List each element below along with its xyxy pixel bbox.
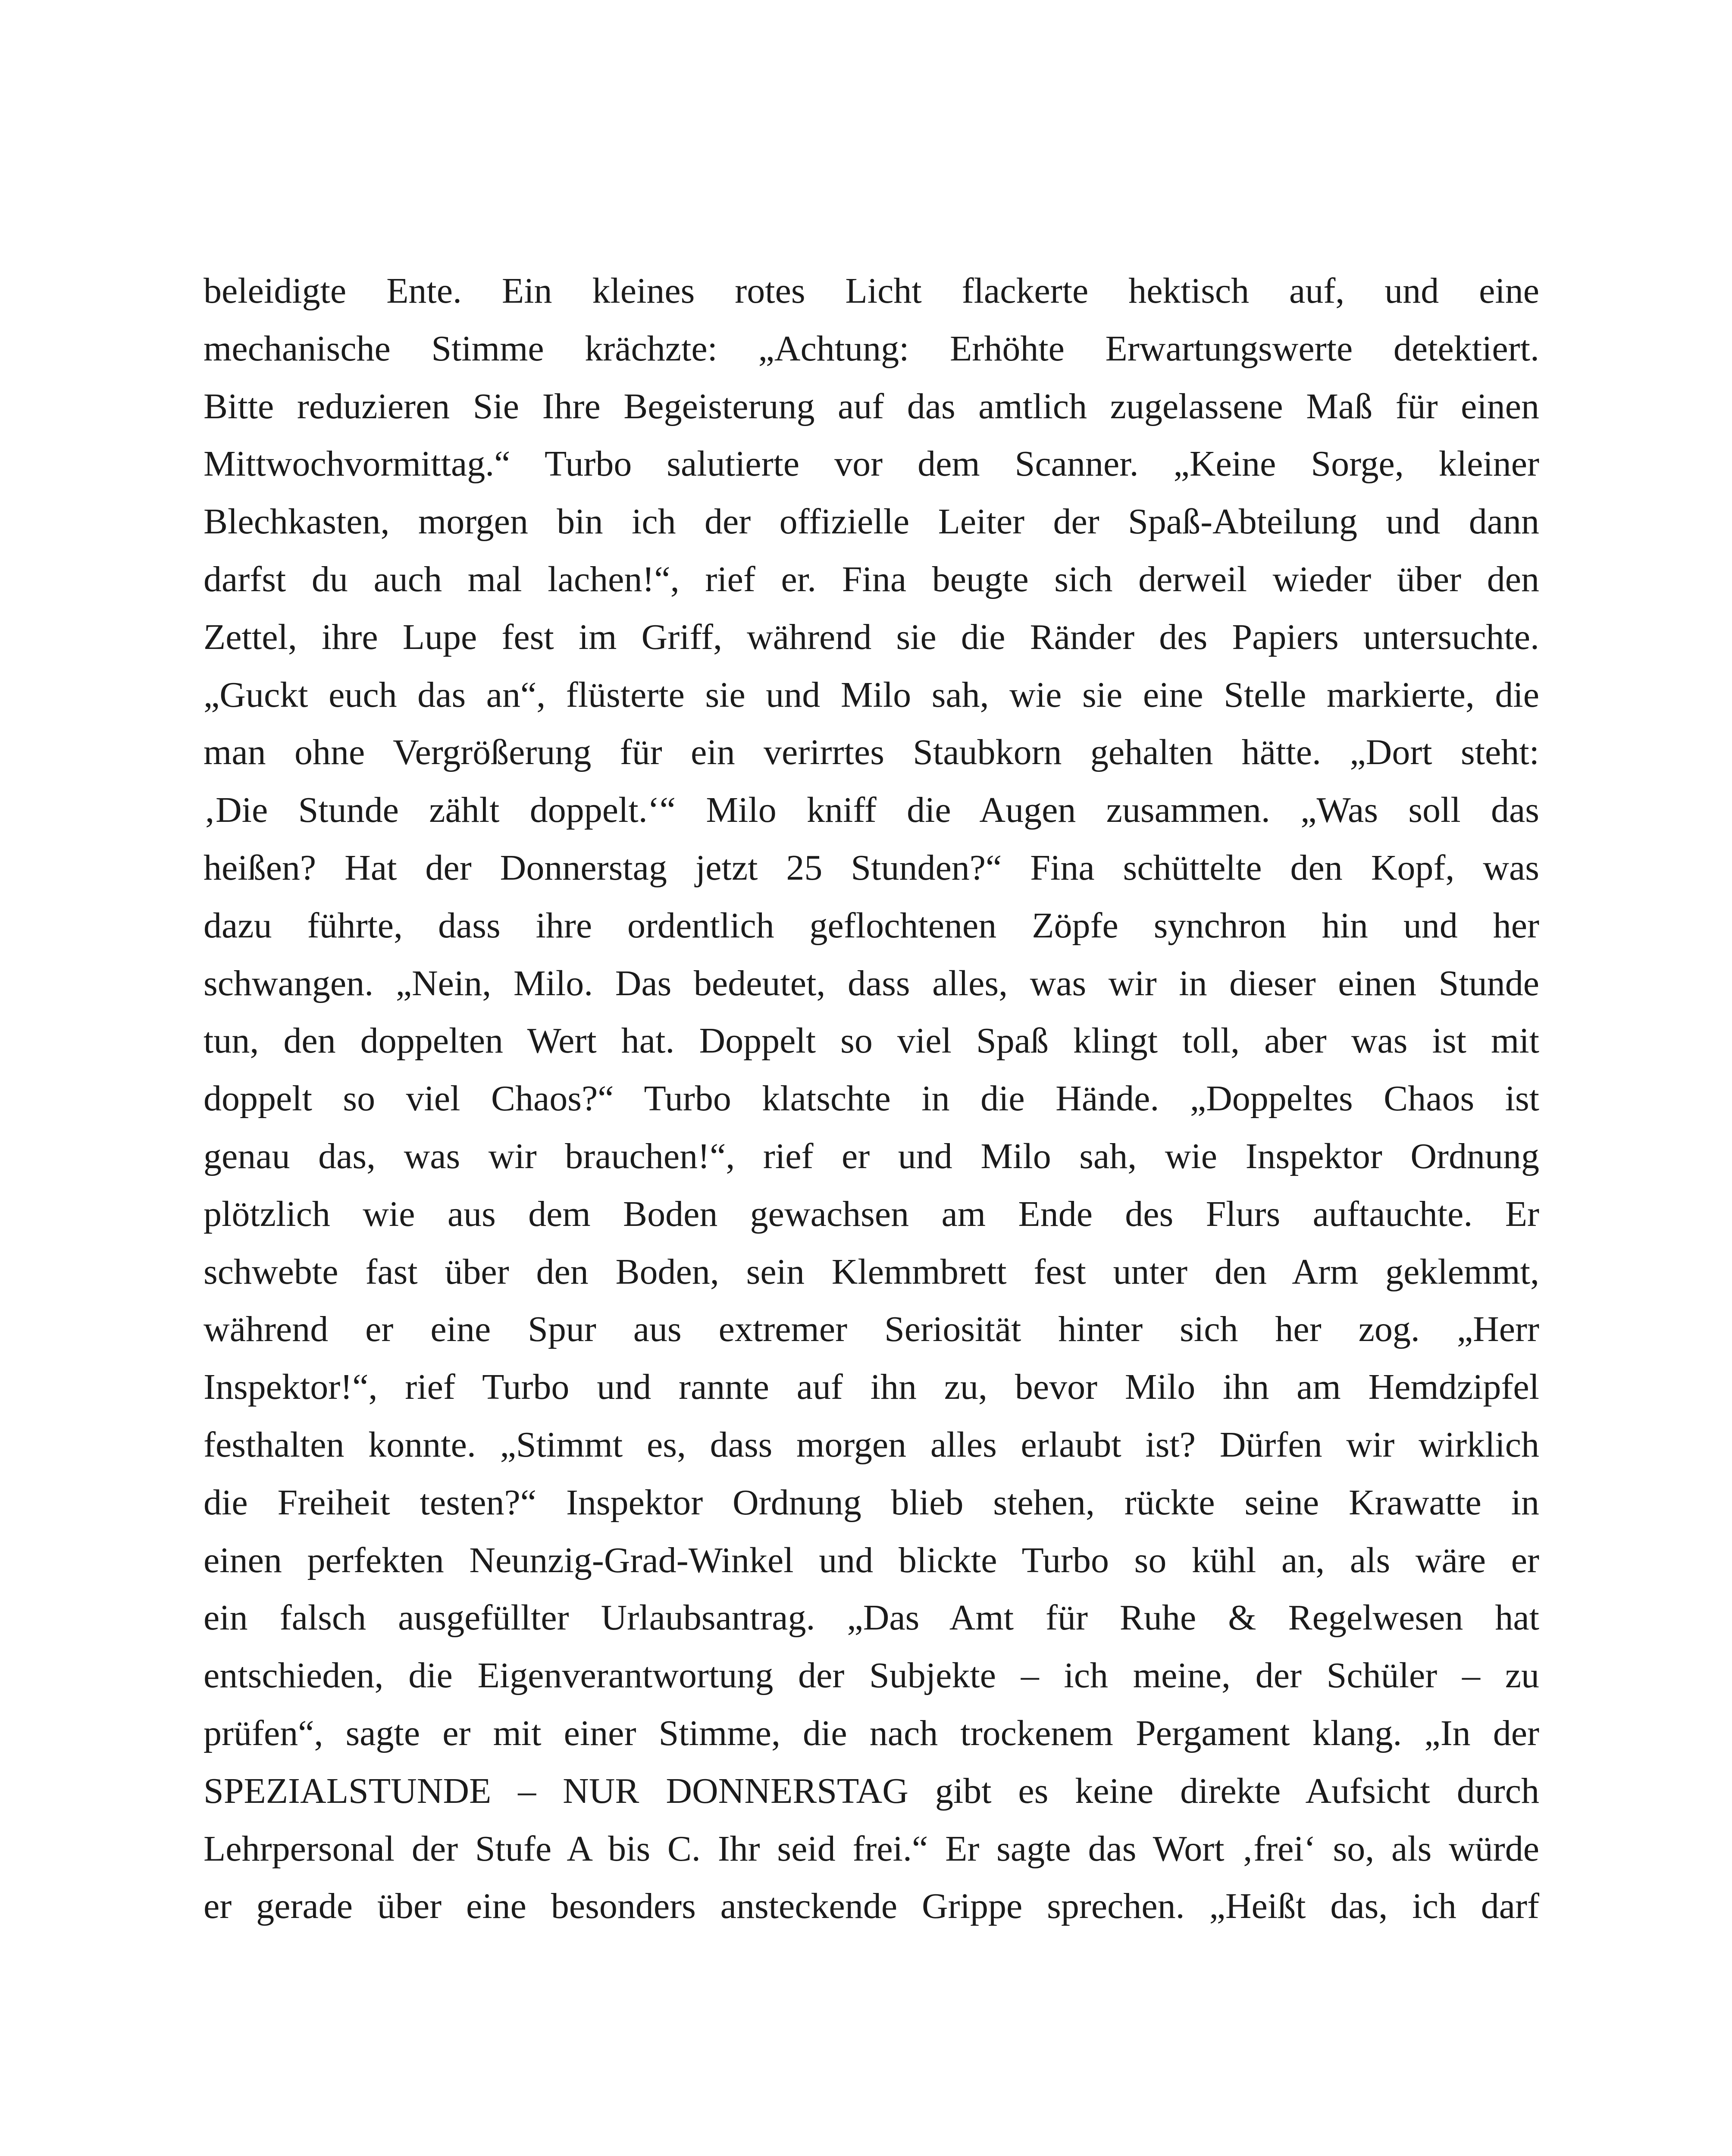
text-line: prüfen“, sagte er mit einer Stimme, die nach trockenem Pergament klang. „In der: [204, 1713, 1539, 1753]
text-line: dazu führte, dass ihre ordentlich geflochtenen Zöpfe synchron hin und her: [204, 905, 1539, 946]
text-line: man ohne Vergrößerung für ein verirrtes Staubkorn gehalten hätte. „Dort steht:: [204, 732, 1539, 773]
text-line: darfst du auch mal lachen!“, rief er. Fina beugte sich derweil wieder über den: [204, 559, 1539, 599]
text-line: Blechkasten, morgen bin ich der offizielle Leiter der Spaß-Abteilung und dann: [204, 501, 1539, 542]
text-line: die Freiheit testen?“ Inspektor Ordnung blieb stehen, rückte seine Krawatte in: [204, 1482, 1539, 1523]
text-line: beleidigte Ente. Ein kleines rotes Licht flackerte hektisch auf, und eine: [204, 271, 1539, 311]
text-line: „Guckt euch das an“, flüsterte sie und Milo sah, wie sie eine Stelle markierte, die: [204, 674, 1539, 715]
text-line: doppelt so viel Chaos?“ Turbo klatschte in die Hände. „Doppeltes Chaos ist: [204, 1078, 1539, 1119]
text-line: festhalten konnte. „Stimmt es, dass morgen alles erlaubt ist? Dürfen wir wirklich: [204, 1424, 1539, 1465]
text-line: plötzlich wie aus dem Boden gewachsen am Ende des Flurs auftauchte. Er: [204, 1194, 1539, 1234]
text-line: schwebte fast über den Boden, sein Klemmbrett fest unter den Arm geklemmt,: [204, 1251, 1539, 1292]
text-line: tun, den doppelten Wert hat. Doppelt so viel Spaß klingt toll, aber was ist mit: [204, 1021, 1539, 1061]
text-line: SPEZIALSTUNDE – NUR DONNERSTAG gibt es keine direkte Aufsicht durch: [204, 1771, 1539, 1811]
text-line: mechanische Stimme krächzte: „Achtung: Erhöhte Erwartungswerte detektiert.: [204, 328, 1539, 369]
text-line: ein falsch ausgefüllter Urlaubsantrag. „Das Amt für Ruhe & Regelwesen hat: [204, 1598, 1539, 1638]
text-line: ‚Die Stunde zählt doppelt.‘“ Milo kniff die Augen zusammen. „Was soll das: [204, 790, 1539, 830]
text-line: Bitte reduzieren Sie Ihre Begeisterung auf das amtlich zugelassene Maß für einen: [204, 386, 1539, 426]
text-line: entschieden, die Eigenverantwortung der Subjekte – ich meine, der Schüler – zu: [204, 1655, 1539, 1696]
text-line: Zettel, ihre Lupe fest im Griff, während sie die Ränder des Papiers untersuchte.: [204, 617, 1539, 657]
text-line: Inspektor!“, rief Turbo und rannte auf ihn zu, bevor Milo ihn am Hemdzipfel: [204, 1367, 1539, 1407]
text-line: Mittwochvormittag.“ Turbo salutierte vor dem Scanner. „Keine Sorge, kleiner: [204, 444, 1539, 484]
body-text: [204, 262, 1539, 1935]
text-line: während er eine Spur aus extremer Seriosität hinter sich her zog. „Herr: [204, 1309, 1539, 1350]
text-line: Lehrpersonal der Stufe A bis C. Ihr seid frei.“ Er sagte das Wort ‚frei‘ so, als würde: [204, 1828, 1539, 1869]
text-line: einen perfekten Neunzig-Grad-Winkel und blickte Turbo so kühl an, als wäre er: [204, 1540, 1539, 1580]
text-line: schwangen. „Nein, Milo. Das bedeutet, dass alles, was wir in dieser einen Stunde: [204, 963, 1539, 1003]
text-line: er gerade über eine besonders ansteckende Grippe sprechen. „Heißt das, ich darf: [204, 1886, 1539, 1927]
text-line: genau das, was wir brauchen!“, rief er und Milo sah, wie Inspektor Ordnung: [204, 1136, 1539, 1176]
text-line: heißen? Hat der Donnerstag jetzt 25 Stunden?“ Fina schüttelte den Kopf, was: [204, 847, 1539, 888]
